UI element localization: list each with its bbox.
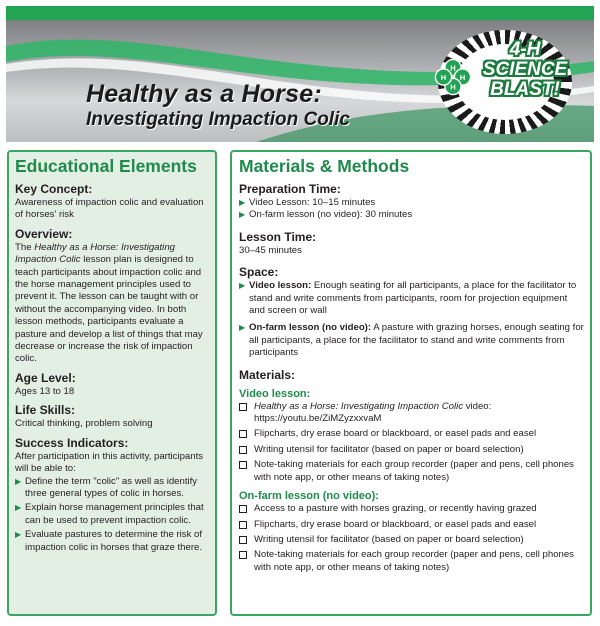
list-item-text: Evaluate pastures to determine the risk of impaction colic in horses that graze there. <box>25 529 203 553</box>
educational-elements-panel <box>7 150 217 616</box>
key-concept-label: Key Concept: <box>15 182 93 196</box>
checkbox-icon <box>239 521 247 529</box>
list-item <box>239 197 584 209</box>
arrow-right-icon: ▶ <box>239 281 246 291</box>
space-onfarm-text: A pasture with grazing horses, enough seating for all participants, a place for the facilitator to stand and write comments from participants <box>249 322 584 359</box>
list-item-text: Writing utensil for facilitator (based on paper or board selection) <box>254 533 524 545</box>
checkbox-icon <box>239 446 247 454</box>
success-indicators-label: Success Indicators: <box>15 435 129 450</box>
checkbox-icon <box>239 536 247 544</box>
onfarm-lesson-label: On-farm lesson (no video): <box>239 490 379 503</box>
logo-line-science: SCIENCE <box>482 59 568 80</box>
list-item <box>239 534 584 546</box>
logo-line-blast: BLAST! <box>490 79 560 100</box>
arrow-right-icon: ▶ <box>239 323 246 333</box>
overview-post: lesson plan is designed to teach participants about impaction colic and the horse management principles used to prevent it. The lesson can be taught with or without the accompanying video. In both lesson methods, participants evaluate a pasture and develop a list of things that may decrease or increase the risk of impaction colic. <box>15 254 203 365</box>
materials-label: Materials: <box>239 367 296 382</box>
logo-line-4h: 4-H <box>509 39 541 60</box>
list-item-text: Define the term "colic" as well as identify three general types of colic in horses. <box>25 475 198 499</box>
lesson-subtitle: Investigating Impaction Colic <box>86 109 350 130</box>
list-item-text: Access to a pasture with horses grazing, or recently having grazed <box>254 503 537 515</box>
clover-icon <box>434 58 472 96</box>
list-item <box>239 322 584 359</box>
video-materials-list <box>239 401 584 484</box>
list-item <box>239 519 584 531</box>
arrow-right-icon: ▶ <box>15 476 22 486</box>
list-item-text: Flipcharts, dry erase board or blackboard, or easel pads and easel <box>254 428 537 440</box>
prep-time-label: Preparation Time: <box>239 182 341 196</box>
science-blast-logo <box>430 24 580 140</box>
checkbox-icon <box>239 551 247 559</box>
lesson-time-label: Lesson Time: <box>239 229 317 244</box>
list-item-text: Video Lesson: 10–15 minutes <box>249 197 376 208</box>
life-skills-text: Critical thinking, problem solving <box>15 418 153 430</box>
overview-label: Overview: <box>15 226 73 241</box>
overview-pre: The <box>15 241 35 253</box>
list-item-text: Note-taking materials for each group recorder (paper and pens, cell phones with note app, or other means of taking notes) <box>254 459 574 483</box>
success-indicator-list <box>15 476 209 554</box>
life-skills-label: Life Skills: <box>15 403 76 418</box>
arrow-right-icon: ▶ <box>15 503 22 513</box>
overview-text <box>15 242 209 366</box>
onfarm-materials-list <box>239 503 584 574</box>
list-item <box>15 529 209 554</box>
arrow-right-icon: ▶ <box>239 210 246 220</box>
lesson-title: Healthy as a Horse: <box>86 80 322 108</box>
lesson-time-text: 30–45 minutes <box>239 244 302 256</box>
list-item-text: On-farm lesson (no video): 30 minutes <box>249 209 413 221</box>
age-level-text: Ages 13 to 18 <box>15 385 75 397</box>
logo-text <box>470 40 580 100</box>
arrow-right-icon: ▶ <box>15 530 22 540</box>
space-video-text: Enough seating for all participants, a place for the facilitator to stand and write comments from participants, room for projection equipment and screen or wall <box>249 280 577 317</box>
svg-text:H: H <box>450 63 456 73</box>
space-onfarm-label: On-farm lesson (no video): <box>249 322 372 334</box>
age-level-label: Age Level: <box>15 370 76 385</box>
list-item <box>15 476 209 501</box>
list-item <box>15 502 209 527</box>
svg-text:H: H <box>450 82 456 92</box>
educational-heading: Educational Elements <box>15 156 197 176</box>
video-lesson-label: Video lesson: <box>239 387 311 400</box>
header-banner <box>6 6 594 142</box>
success-intro: After participation in this activity, participants will be able to: <box>15 450 204 475</box>
overview-lesson-title: Healthy as a Horse: Investigating Impaction Colic <box>15 241 175 266</box>
prep-time-list <box>239 197 584 222</box>
list-item <box>239 280 584 317</box>
list-item <box>239 444 584 456</box>
space-list <box>239 280 584 359</box>
list-item-text: Flipcharts, dry erase board or blackboard, or easel pads and easel <box>254 518 537 530</box>
list-item <box>239 459 584 484</box>
video-link-text: video: https://youtu.be/ZiMZyzxxvaM <box>254 400 492 425</box>
materials-heading: Materials & Methods <box>239 156 410 176</box>
checkbox-icon <box>239 461 247 469</box>
list-item <box>239 549 584 574</box>
checkbox-icon <box>239 505 247 513</box>
svg-text:H: H <box>440 72 447 82</box>
key-concept-text: Awareness of impaction colic and evaluation of horses' risk <box>15 197 204 221</box>
space-label: Space: <box>239 265 279 280</box>
checkbox-icon <box>239 403 247 411</box>
list-item <box>239 209 584 221</box>
list-item-text: Explain horse management principles that can be used to prevent impaction colic. <box>25 502 204 526</box>
checkbox-icon <box>239 430 247 438</box>
space-video-label: Video lesson: <box>249 280 312 292</box>
svg-text:H: H <box>459 72 466 82</box>
list-item <box>239 428 584 440</box>
list-item-text: Writing utensil for facilitator (based on paper or board selection) <box>254 443 524 455</box>
arrow-right-icon: ▶ <box>239 198 246 207</box>
list-item <box>239 503 584 515</box>
list-item <box>239 401 584 426</box>
video-title: Healthy as a Horse: Investigating Impaction Colic <box>254 400 464 412</box>
list-item-text: Note-taking materials for each group recorder (paper and pens, cell phones with note app, or other means of taking notes) <box>254 549 574 573</box>
materials-methods-panel <box>230 150 592 616</box>
